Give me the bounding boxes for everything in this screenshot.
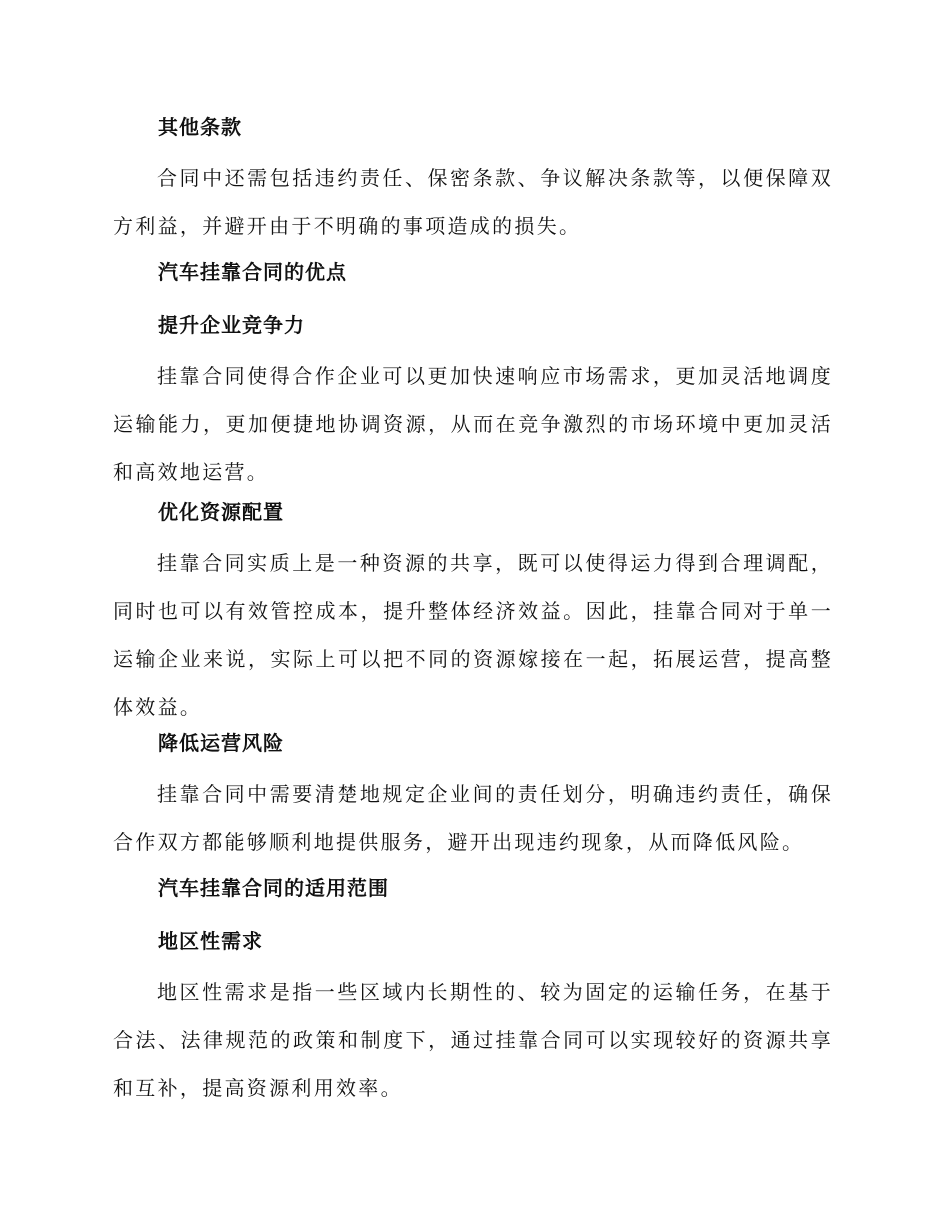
paragraph-regional-demand: 地区性需求是指一些区域内长期性的、较为固定的运输任务，在基于合法、法律规范的政策和制度下，通过挂靠合同可以实现较好的资源共享和互补，提高资源利用效率。 xyxy=(113,980,833,1100)
subsection-heading-regional-demand: 地区性需求 xyxy=(158,929,263,953)
paragraph-resource-allocation: 挂靠合同实质上是一种资源的共享，既可以使得运力得到合理调配，同时也可以有效管控成本，提升整体经济效益。因此，挂靠合同对于单一运输企业来说，实际上可以把不同的资源嫁接在一起，拓展运营，提高整体效益。 xyxy=(113,551,833,719)
section-heading-other-terms: 其他条款 xyxy=(158,115,242,139)
paragraph-other-terms: 合同中还需包括违约责任、保密条款、争议解决条款等，以便保障双方利益，并避开由于不明确的事项造成的损失。 xyxy=(113,166,833,238)
subsection-heading-competitiveness: 提升企业竞争力 xyxy=(158,313,305,337)
paragraph-risk-reduction: 挂靠合同中需要清楚地规定企业间的责任划分，明确违约责任，确保合作双方都能够顺利地提供服务，避开出现违约现象，从而降低风险。 xyxy=(113,782,833,854)
subsection-heading-risk-reduction: 降低运营风险 xyxy=(158,731,284,755)
section-heading-advantages: 汽车挂靠合同的优点 xyxy=(158,260,347,284)
subsection-heading-resource-allocation: 优化资源配置 xyxy=(158,500,284,524)
section-heading-scope: 汽车挂靠合同的适用范围 xyxy=(158,876,389,900)
paragraph-competitiveness: 挂靠合同使得合作企业可以更加快速响应市场需求，更加灵活地调度运输能力，更加便捷地协调资源，从而在竞争激烈的市场环境中更加灵活和高效地运营。 xyxy=(113,364,833,484)
